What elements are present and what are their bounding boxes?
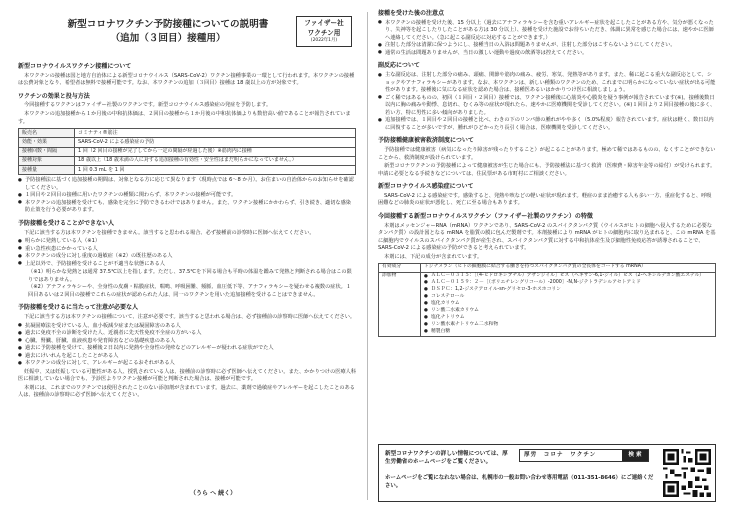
- list-item: ● 本ワクチンの接種を受けた後、15 分以上（過去にアナフィラキシーを含む重いアレルギー症状を起こしたことがある方や、気分が悪くなったり、失神等を起こしたりしたことがある方は 30 分以上）、接種を受けた施設でお待ちいただき、体調に異常を感じた場合には、速やかに医師へ連絡してください。（急に起こる副反応に対応することができます。）: [378, 20, 716, 43]
- bullet-list: [18, 177, 356, 215]
- list-item: ● 明らかに発熱している人（※1）: [18, 238, 356, 246]
- badge-vaccine: ワクチン用: [307, 28, 341, 37]
- ingredient-label: 有効成分: [379, 264, 421, 273]
- spec-key: 効能・効果: [19, 138, 75, 147]
- section-heading: 新型コロナウイルス感染症について: [378, 183, 474, 191]
- spec-key: 接種回数・間隔: [19, 147, 75, 156]
- ingredient-value: トジナメラン（ヒトの細胞膜に結合する働きを持つスパイクタンパク質の全長体をコードする mRNA）: [421, 264, 716, 273]
- list-item: ● ＡＬＣ－０１５９：２－［（ポリエチレングリコール）-2000］-N,N-ジテトラデシルアセトアミド: [424, 280, 712, 287]
- spec-key: 販売名: [19, 129, 75, 138]
- list-item: ● 過去に免疫不全の診断を受けた人、近親者に先天性免疫不全症の方がいる人: [18, 330, 356, 338]
- contact-box: [378, 444, 716, 502]
- table-row: [379, 272, 716, 336]
- list-item: ● 本ワクチンの成分に対して、アレルギーが起こるおそれがある人: [18, 360, 356, 368]
- list-item: ● ＤＳＰＣ：1,2-ジステアロイル-sn-グリセロ-3-ホスホコリン: [424, 287, 712, 294]
- bullet-list: [18, 323, 356, 368]
- spec-key: 接種対象: [19, 156, 75, 165]
- badge-maker: ファイザー社: [304, 19, 344, 27]
- vaccine-spec-table: [18, 128, 356, 175]
- qr-code-icon: [663, 449, 711, 497]
- paragraph: 予防接種では健康被害（病気になったり障害が残ったりすること）が起こることがあります。極めて稀ではあるものの、なくすことができないことから、救済制度が設けられています。: [378, 146, 716, 161]
- paragraph: 新型コロナワクチンの予防接種によって健康被害が生じた場合にも、予防接種法に基づく救済（医療費・障害年金等の給付）が受けられます。申請に必要となる手続きなどについては、住民票がある市町村にご相談ください。: [378, 163, 716, 177]
- left-column: [18, 10, 356, 401]
- list-item: ● コレステロール: [424, 294, 712, 301]
- list-item: ● 抗凝固療法を受けている人、血小板減少症または凝固障害のある人: [18, 323, 356, 331]
- table-row: [19, 138, 356, 147]
- search-button: 検 索: [622, 450, 648, 461]
- section-heading: 接種を受けた後の注意点: [378, 10, 445, 17]
- paragraph: 今回接種するワクチンはファイザー社製のワクチンです。新型コロナウイルス感染症の発症を予防します。: [24, 102, 272, 109]
- spec-value: 1 回（2 回目の接種が完了してから一定の間隔が経過した後）※筋肉内に接種: [75, 147, 356, 156]
- bullet-list: [378, 72, 716, 132]
- paragraph: 本剤には、下記の成分が含まれています。: [384, 253, 483, 260]
- paragraph: 本ワクチンの追加接種から１か月後の中和抗体価は、２回目の接種から１か月後の中和抗体価よりも数倍高い値であることが報告されています。: [18, 110, 351, 125]
- bullet-list: [18, 238, 356, 268]
- vaccine-badge: [296, 16, 352, 47]
- list-item: ● 通常の生活は問題ありませんが、当日の激しい運動や過度の飲酒等は控えてください。: [378, 50, 716, 58]
- spec-key: 接種量: [19, 166, 75, 175]
- paragraph: SARS-CoV-2 による感染症です。感染すると、発熱や咳などの軽い症状が現れます。軽症のまま治癒する人も多い一方、重症化すると、呼吸困難などの肺炎の症状が悪化し、死亡に至る場合もあります。: [378, 192, 712, 207]
- list-item: ● 塩化ナトリウム: [424, 315, 712, 322]
- ingredient-label: 添加物: [379, 272, 421, 336]
- list-item: ● 重い急性疾患にかかっている人: [18, 246, 356, 254]
- list-item: ● 精製白糖: [424, 329, 712, 336]
- list-item: ● 主な副反応は、注射した部分の痛み、頭痛、関節や筋肉の痛み、疲労、寒気、発熱等があります。また、稀に起こる重大な副反応として、ショックやアナフィラキシーがあります。なお、本ワクチンは、新しい種類のワクチンのため、これまでに明らかになっていない症状が出る可能性があります。接種後に気になる症状を認めた場合は、接種医あるいはかかりつけ医に相談しましょう。: [378, 72, 716, 95]
- contact-info: 新型コロナワクチンの詳しい情報については、厚生労働省のホームページをご覧ください。: [385, 451, 508, 466]
- title-line-1: 新型コロナワクチン予防接種についての説明書: [67, 19, 269, 30]
- spec-value: 1 回 0.3 mL を 1 回: [75, 166, 356, 175]
- section-heading: 新型コロナウイルスワクチン接種について: [18, 63, 132, 70]
- list-item: ● 予防接種法に基づく追加接種の期間は、対象となる方に応じて異なります（現時点では 6～8 か月）。お住まいの自治体からのお知らせを確認してください。: [18, 177, 356, 192]
- right-column: [378, 10, 716, 337]
- search-box: [519, 449, 649, 462]
- paragraph: 本剤はメッセンジャーRNA（mRNA）ワクチンであり、SARS-CoV-2 のスパイクタンパク質（ウイルスがヒトの細胞へ侵入するために必要なタンパク質）の設計図となる mRNA を脂質の膜に包んだ製剤です。本剤接種により mRNA がヒトの細胞内に取り込まれると、この mRNA を基に細胞内でウイルスのスパイクタンパク質が産生され、スパイクタンパク質に対する中和抗体産生及び細胞性免疫応答が誘導されることで、SARS-CoV-2 による感染症の予防ができると考えられています。: [378, 222, 716, 252]
- title-line-2: （追加（３回目）接種用）: [110, 32, 226, 44]
- list-item: ● リン酸二水素カリウム: [424, 308, 712, 315]
- badge-edition: (2022年1月): [310, 38, 338, 44]
- spec-value: SARS-CoV-2 による感染症の予防: [75, 138, 356, 147]
- list-item: ● 追加接種では、１回目や２回目の接種と比べ、わきの下のリンパ節の腫れがやや多く（5.0%程度）報告されています。症状は軽く、数日以内に回復することが多いですが、腫れがひどかったり長引く場合は、医療機関を受診してください。: [378, 117, 716, 132]
- spec-value: コミナティ®筋注: [75, 129, 356, 138]
- list-item: ● 塩化カリウム: [424, 301, 712, 308]
- list-item: ● 心臓、腎臓、肝臓、血液疾患や発育障害などの基礎疾患のある人: [18, 338, 356, 346]
- search-query: 厚労 コロナ ワクチン: [524, 452, 597, 459]
- spec-value: 18 歳以上（18 歳未満の人に対する追加接種の有効性・安全性はまだ明らかになっていません。）: [75, 156, 356, 165]
- table-row: [19, 166, 356, 175]
- footnote: （※1）明らかな発熱とは通常 37.5℃以上を指します。ただし、37.5℃を下回る場合も平時の体温を鑑みて発熱と判断される場合はこの限りではありません。: [28, 269, 352, 283]
- paragraph: 下記に該当する方は本ワクチンの接種について、注意が必要です。該当すると思われる場合は、必ず接種前の診察時に医師へ伝えてください。: [24, 314, 356, 321]
- list-item: ● 上記以外で、予防接種を受けることが不適当な状態にある人: [18, 261, 356, 269]
- section-heading: ワクチンの効果と投与方法: [18, 92, 90, 100]
- bullet-list: [378, 20, 716, 58]
- footnote: （※2）アナフィラキシーや、全身性の皮膚・粘膜症状、喘鳴、呼吸困難、頻脈、血圧低下等、アナフィラキシーを疑わせる複数の症状。１回目あるいは２回目の接種でこれらの症状が認められた人は、同一のワクチンを用いた追加接種を受けることはできません。: [28, 284, 352, 298]
- section-heading: 副反応について: [378, 62, 420, 70]
- paragraph: 下記に該当する方は本ワクチンを接種できません。該当すると思われる場合、必ず接種前の診察時に医師へ伝えてください。: [24, 229, 315, 236]
- document-title: [58, 18, 278, 46]
- list-item: ● 本ワクチンの成分に対し重度の過敏症（※2）の既往歴のある人: [18, 253, 356, 261]
- contact-phone: ホームページをご覧になれない場合は、札幌市の一般お問い合わせ専用電話（011-351-8646）にご連絡ください。: [385, 475, 654, 489]
- list-item: ● ＡＬＣ－０３１５：［（4-ヒドロキシブチル）アザンジイル］ビス（ヘキサン-6,1-ジイル）ビス（2-ヘキシルデカン酸エステル）: [424, 273, 712, 280]
- list-item: ● ごく稀ではあるものの、初回（１回目・２回目）接種では、ワクチン接種後に心筋炎や心膜炎を疑う事例が報告されています(※)。接種後数日以内に胸の痛みや動悸、息切れ、むくみ等の症状が現れたら、速やかに医療機関を受診してください。(※)１回目より２回目接種の後に多く、若い方、特に男性に多い傾向がありました。: [378, 95, 716, 118]
- title-area: [18, 10, 356, 58]
- table-row: [379, 264, 716, 273]
- list-item: ● １回目や２回目の接種に用いたワクチンの種類に関わらず、本ワクチンの接種が可能です。: [18, 192, 356, 200]
- additives-list: [421, 272, 716, 336]
- section-heading: 予防接種を受けるに当たって注意が必要な人: [18, 304, 139, 312]
- ingredients-table: [378, 263, 716, 337]
- table-row: [19, 147, 356, 156]
- continue-on-back: （うら へ 続く）: [190, 490, 237, 497]
- paragraph: 本剤には、これまでのワクチンでは使用されたことのない添加剤が含まれています。過去に、薬剤で過敏症やアレルギーを起こしたことのある人は、接種前の診察時に必ず医師へ伝えてください。: [18, 384, 355, 399]
- list-item: ● 過去に予防接種を受けて、接種後２日以内に発熱や全身性の発疹などのアレルギーが疑われる症状がでた人: [18, 345, 356, 353]
- list-item: ● 本ワクチンの追加接種を受けても、感染を完全に予防できるわけではありません。また、ワクチン接種にかかわらず、引き続き、適切な感染防止策を行う必要があります。: [18, 200, 356, 215]
- table-row: [19, 156, 356, 165]
- list-item: ● リン酸水素ナトリウム二水和物: [424, 322, 712, 329]
- paragraph: 本ワクチンの接種は国と地方自治体による新型コロナウイルス（SARS-CoV-2）ワクチン接種事業の一環として行われます。本ワクチンの接種は公費対象となり、希望者は無料で接種可能です。なお、本ワクチンの追加（３回目）接種は 18 歳以上の方が対象です。: [18, 72, 355, 87]
- paragraph: 妊娠中、又は妊娠している可能性がある人、授乳されている人は、接種前の診察時に必ず医師へ伝えてください。また、かかりつけの医療人科医に相談していない場合でも、予診医よりワクチン接種が可能と判断された場合は、接種が可能です。: [18, 368, 357, 383]
- section-heading: 今回接種する新型コロナウイルスワクチン（ファイザー社製のワクチン）の特徴: [378, 212, 593, 220]
- list-item: ● 過去にけいれんを起こしたことがある人: [18, 353, 356, 361]
- list-item: ● 注射した部分は清潔に保つようにし、接種当日の入浴は問題ありませんが、注射した部分はこすらないようにしてください。: [378, 42, 716, 50]
- section-heading: 予防接種健康被害救済制度について: [378, 137, 474, 145]
- table-row: [19, 129, 356, 138]
- column-divider: [367, 12, 368, 500]
- section-heading: 予防接種を受けることができない人: [18, 219, 115, 227]
